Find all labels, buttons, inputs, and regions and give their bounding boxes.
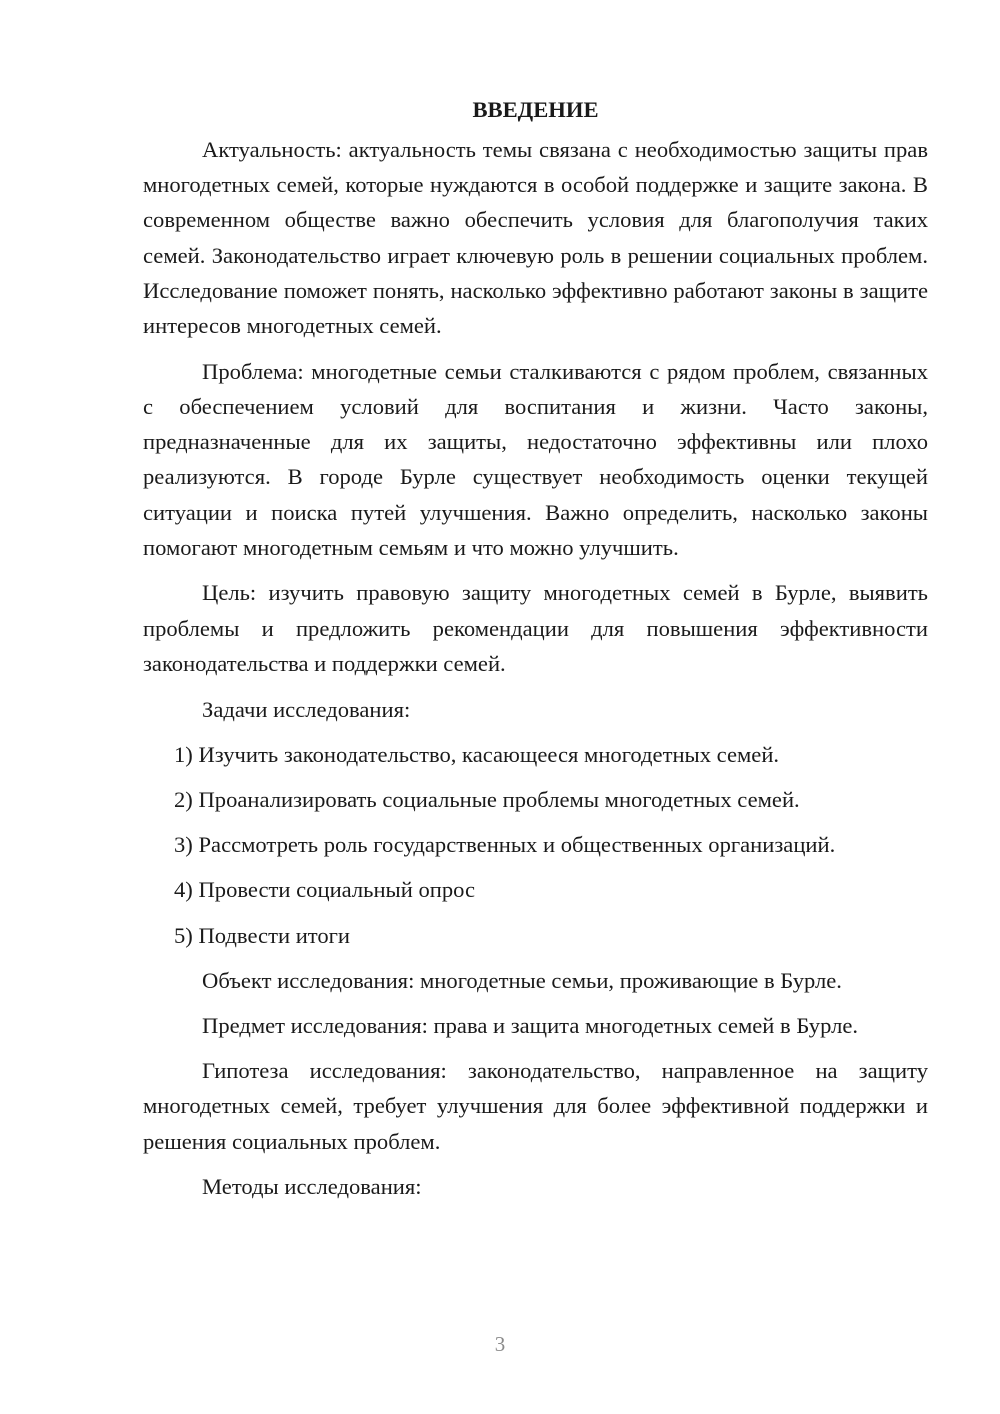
- list-item: 3) Рассмотреть роль государственных и общественных организаций.: [174, 832, 836, 858]
- paragraph-subject: Предмет исследования: права и защита многодетных семей в Бурле.: [202, 1012, 859, 1038]
- list-item: 5) Подвести итоги: [174, 922, 351, 948]
- tasks-list: [143, 737, 928, 953]
- paragraph-object: Объект исследования: многодетные семьи, проживающие в Бурле.: [202, 967, 842, 993]
- paragraph-actuality: Актуальность: актуальность темы связана с необходимостью защиты прав многодетных семей, которые нуждаются в особой поддержке и защите закона. В современном обществе важно обеспечить условия для благополучия таких семей. Законодательство играет ключевую роль в решении социальных проблем. Исследование поможет понять, насколько эффективно работают законы в защите интересов многодетных семей.: [143, 137, 928, 339]
- tasks-heading: Задачи исследования:: [202, 696, 411, 722]
- list-item: 4) Провести социальный опрос: [174, 877, 476, 903]
- document-body: [143, 92, 928, 1214]
- paragraph-hypothesis: Гипотеза исследования: законодательство, направленное на защиту многодетных семей, требует улучшения для более эффективной поддержки и решения социальных проблем.: [143, 1058, 928, 1154]
- page-number: 3: [494, 1332, 506, 1356]
- list-item: 1) Изучить законодательство, касающееся многодетных семей.: [174, 741, 780, 767]
- page-title: ВВЕДЕНИЕ: [472, 97, 599, 122]
- list-item: 2) Проанализировать социальные проблемы многодетных семей.: [174, 786, 800, 812]
- methods-heading: Методы исследования:: [202, 1174, 422, 1200]
- paragraph-goal: Цель: изучить правовую защиту многодетных семей в Бурле, выявить проблемы и предложить рекомендации для повышения эффективности законодательства и поддержки семей.: [143, 580, 928, 676]
- paragraph-problem: Проблема: многодетные семьи сталкиваются с рядом проблем, связанных с обеспечением условий для воспитания и жизни. Часто законы, предназначенные для их защиты, недостаточно эффективны или плохо реализуются. В городе Бурле существует необходимость оценки текущей ситуации и поиска путей улучшения. Важно определить, насколько законы помогают многодетным семьям и что можно улучшить.: [143, 358, 928, 560]
